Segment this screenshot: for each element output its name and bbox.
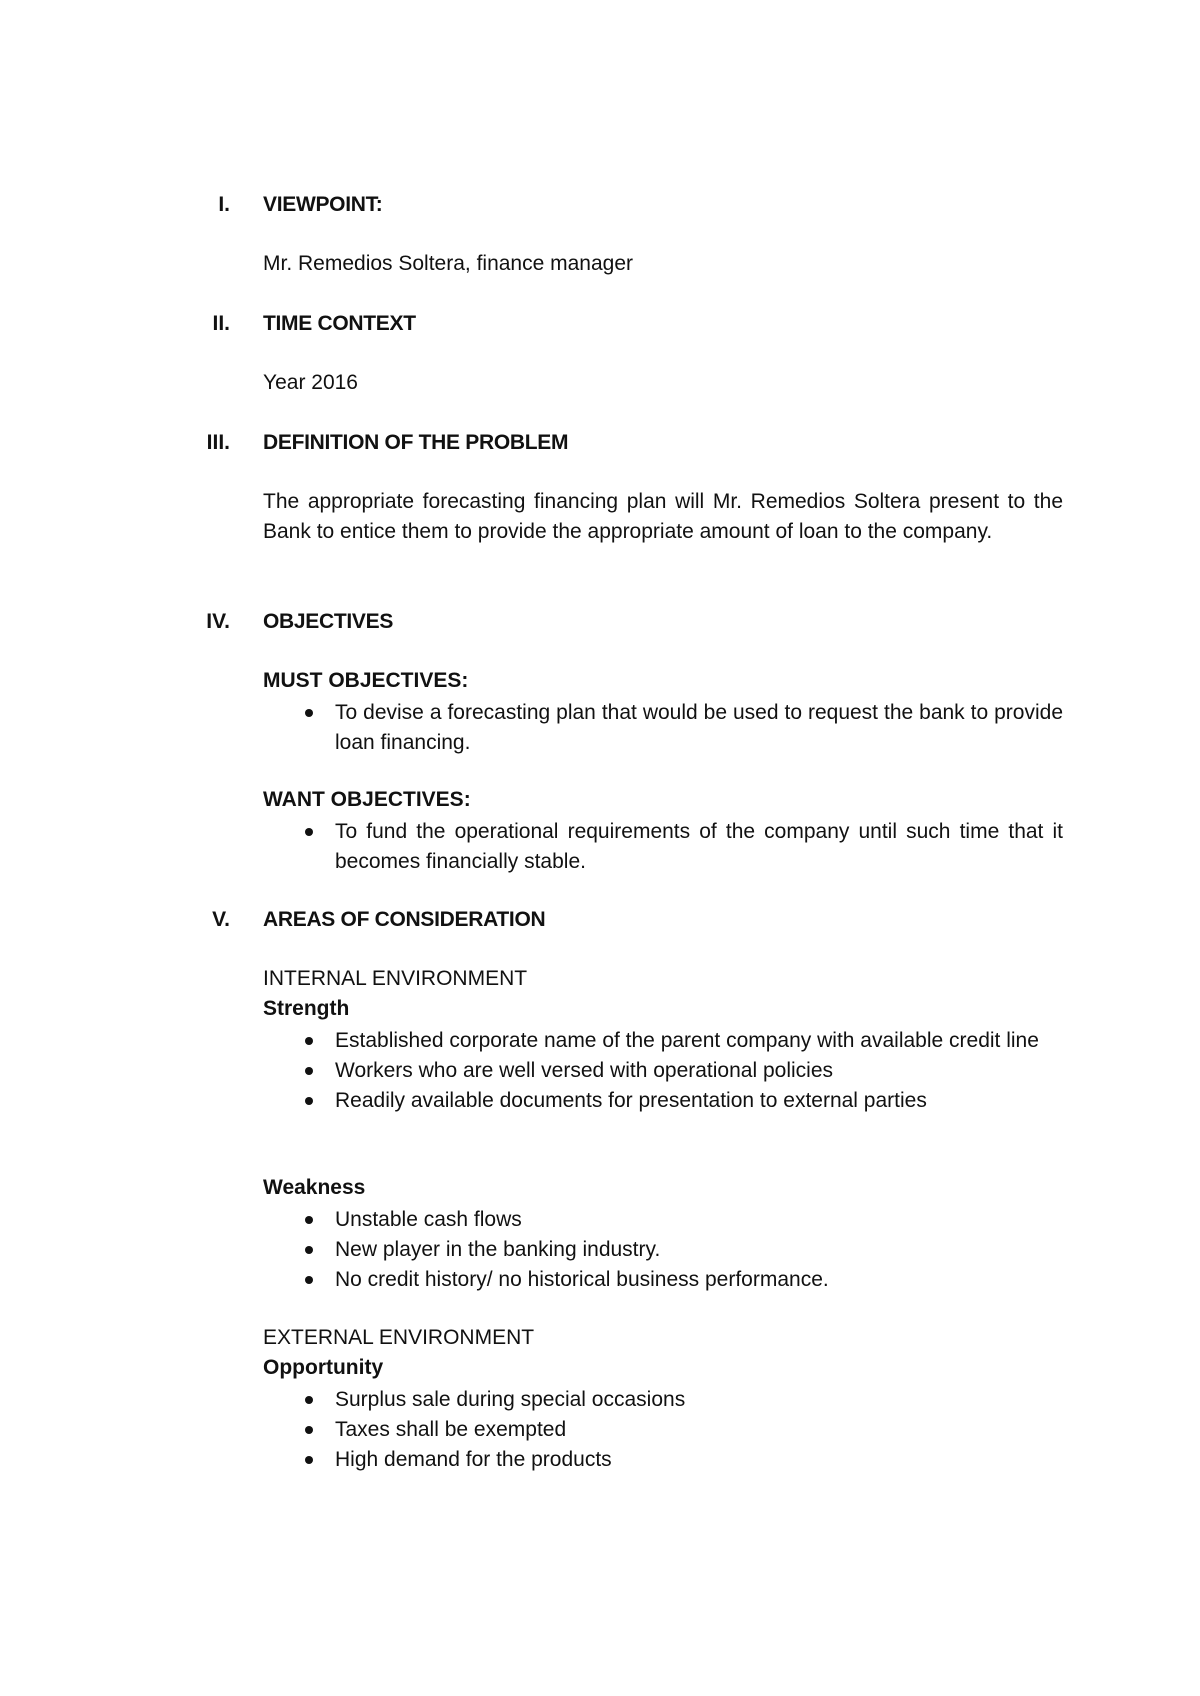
viewpoint-text: Mr. Remedios Soltera, finance manager xyxy=(263,252,634,275)
section-numeral: I. xyxy=(218,193,230,216)
external-environment-label: EXTERNAL ENVIRONMENT xyxy=(263,1326,535,1349)
strength-list xyxy=(263,1026,1063,1116)
opportunity-list xyxy=(263,1385,1063,1475)
must-objectives-label: MUST OBJECTIVES: xyxy=(263,669,469,692)
section-heading: DEFINITION OF THE PROBLEM xyxy=(263,431,569,454)
list-item: Unstable cash flows xyxy=(263,1205,1063,1235)
section-heading: OBJECTIVES xyxy=(263,610,394,633)
list-item: Established corporate name of the parent company with available credit line xyxy=(263,1026,1063,1056)
section-numeral: II. xyxy=(212,312,230,335)
list-item: Surplus sale during special occasions xyxy=(263,1385,1063,1415)
section-heading: VIEWPOINT: xyxy=(263,193,383,216)
weakness-list xyxy=(263,1205,1063,1295)
list-item: High demand for the products xyxy=(263,1445,1063,1475)
list-item: New player in the banking industry. xyxy=(263,1235,1063,1265)
section-numeral: III. xyxy=(206,431,230,454)
list-item: Readily available documents for presentation to external parties xyxy=(263,1086,1063,1116)
list-item: To fund the operational requirements of the company until such time that it becomes financially stable. xyxy=(263,817,1063,877)
opportunity-label: Opportunity xyxy=(263,1356,384,1379)
section-heading: TIME CONTEXT xyxy=(263,312,416,335)
list-item: Taxes shall be exempted xyxy=(263,1415,1063,1445)
time-context-text: Year 2016 xyxy=(263,371,358,394)
want-objectives-label: WANT OBJECTIVES: xyxy=(263,788,471,811)
list-item: Workers who are well versed with operational policies xyxy=(263,1056,1063,1086)
problem-statement: The appropriate forecasting financing plan will Mr. Remedios Soltera present to the Bank to entice them to provide the appropriate amount of loan to the company. xyxy=(263,490,1063,543)
internal-environment-label: INTERNAL ENVIRONMENT xyxy=(263,967,528,990)
section-numeral: V. xyxy=(212,908,230,931)
want-objectives-list xyxy=(263,817,1063,877)
weakness-label: Weakness xyxy=(263,1176,366,1199)
section-heading: AREAS OF CONSIDERATION xyxy=(263,908,546,931)
list-item: To devise a forecasting plan that would be used to request the bank to provide loan financing. xyxy=(263,698,1063,758)
list-item: No credit history/ no historical business performance. xyxy=(263,1265,1063,1295)
strength-label: Strength xyxy=(263,997,350,1020)
section-numeral: IV. xyxy=(206,610,230,633)
must-objectives-list xyxy=(263,698,1063,758)
